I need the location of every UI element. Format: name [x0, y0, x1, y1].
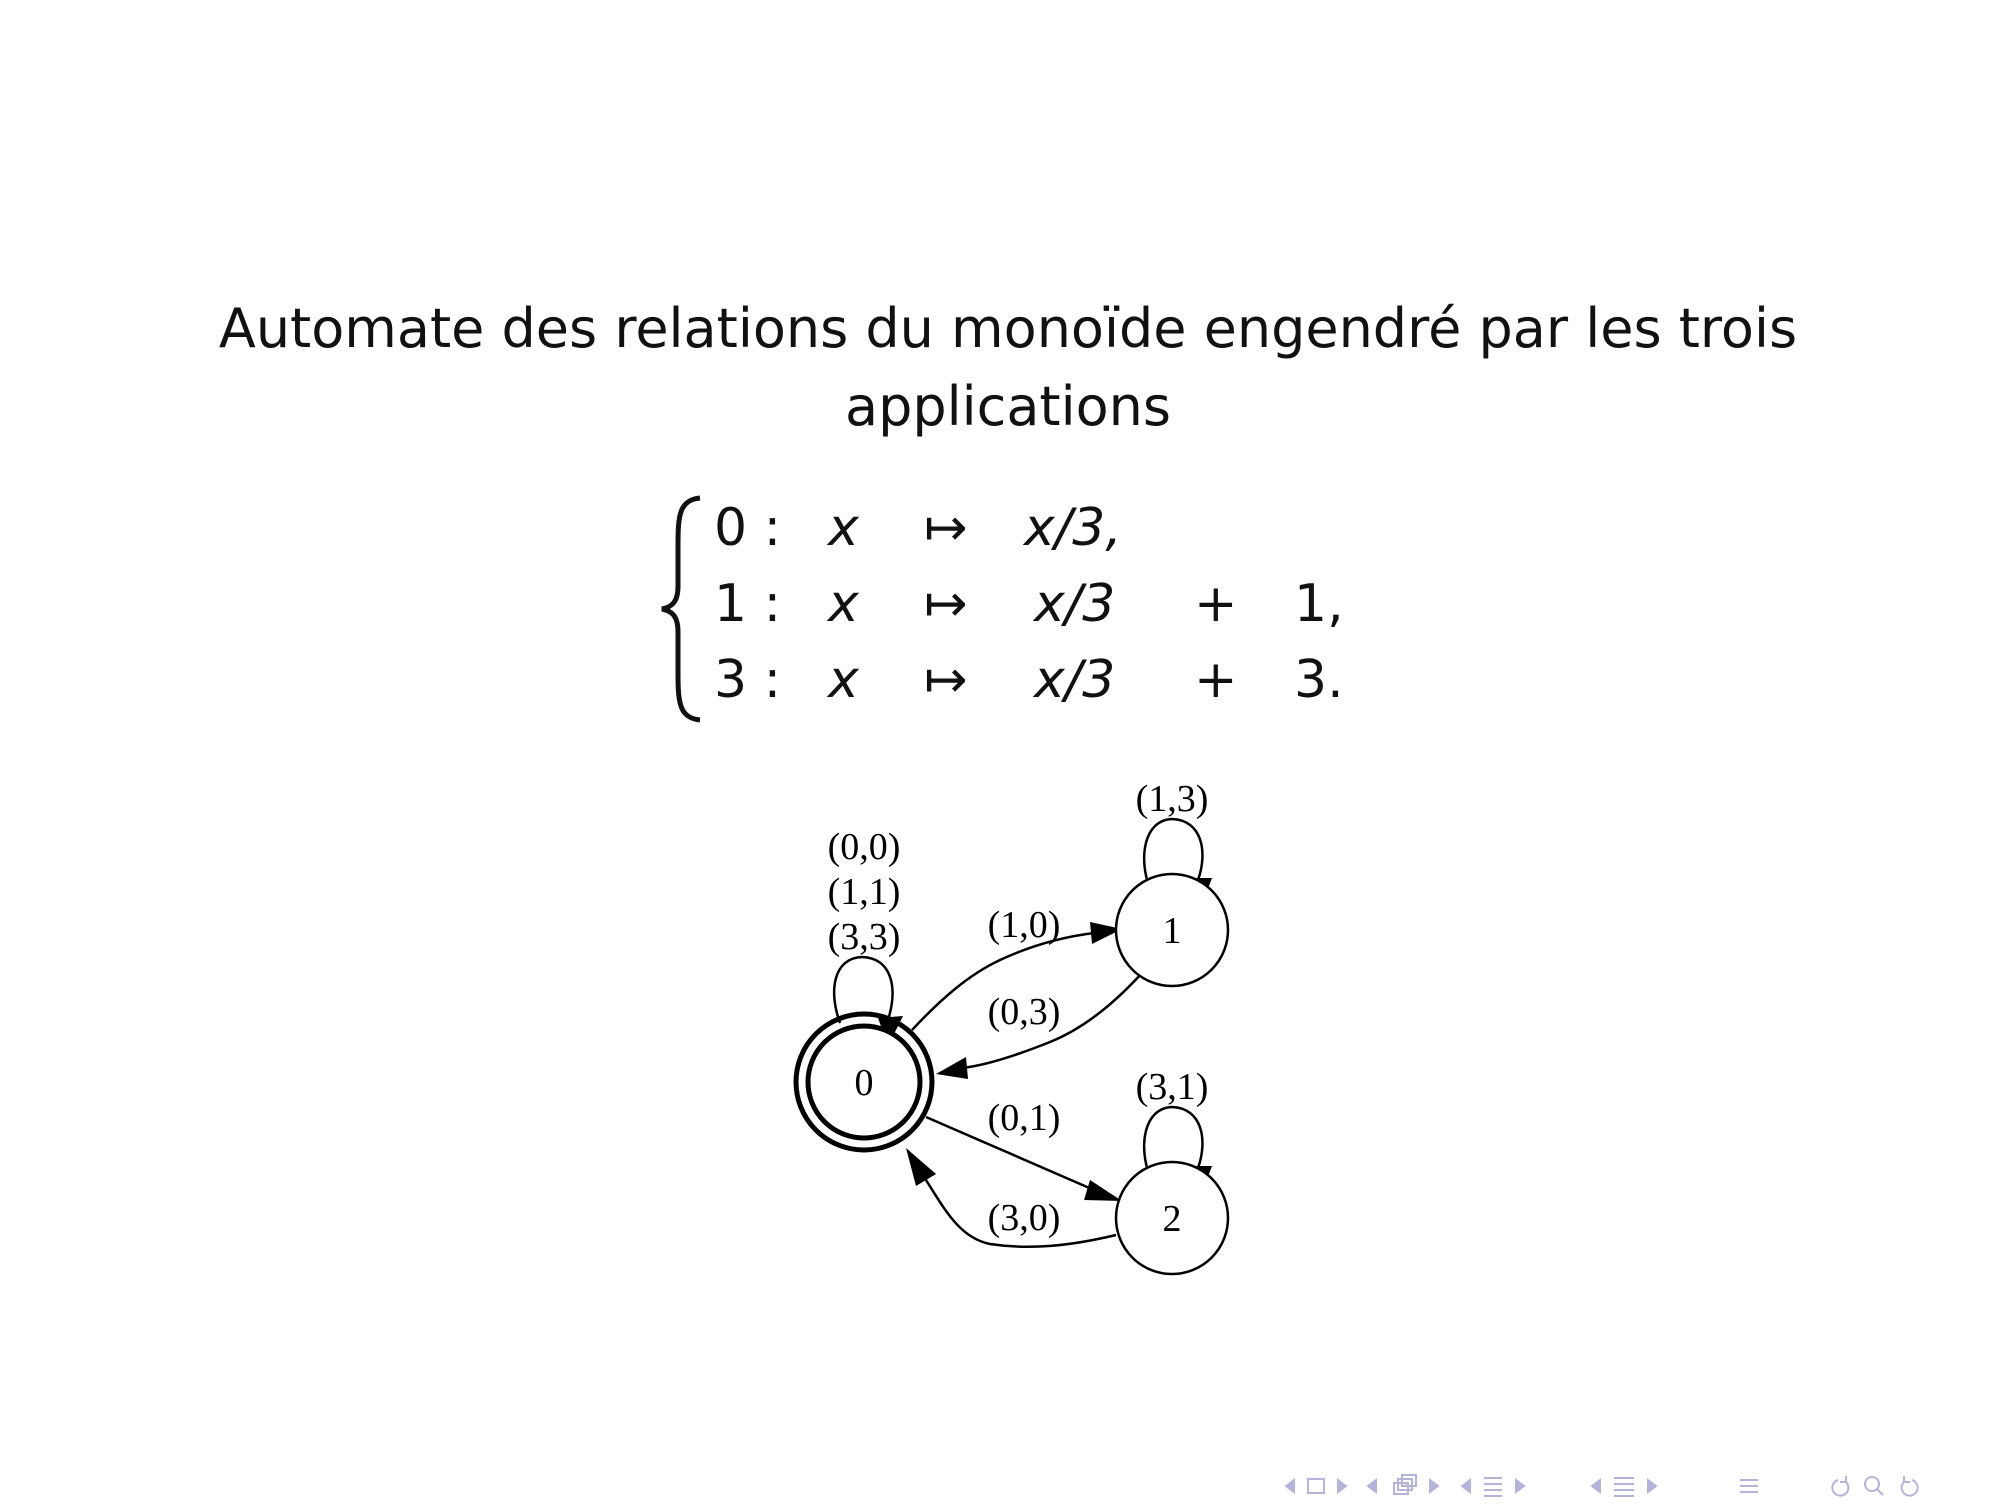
edge-0-2-label: (0,1) [987, 1097, 1061, 1139]
edge-2-2-label: (3,1) [1135, 1066, 1209, 1108]
nav-prev-slide-icon[interactable] [1592, 1480, 1600, 1492]
row-label: 0 : [714, 498, 782, 558]
mapsto-arrow: ↦ [924, 498, 968, 558]
edge-1-0-arrowhead [936, 1057, 968, 1079]
edge-0-2-arrowhead [1084, 1180, 1122, 1201]
nav-prev-subsection-icon[interactable] [1368, 1480, 1376, 1492]
state-1-label: 1 [1162, 910, 1182, 952]
edge-1-1-label: (1,3) [1135, 778, 1209, 820]
row-constant: 1, [1294, 574, 1344, 634]
nav-next-subsection-icon[interactable] [1430, 1480, 1438, 1492]
nav-prev-frame-icon[interactable] [1286, 1480, 1294, 1492]
row-variable: x [828, 498, 859, 558]
mapsto-arrow: ↦ [924, 574, 968, 634]
nav-next-section-icon[interactable] [1516, 1480, 1524, 1492]
row-variable: x [828, 574, 859, 634]
edge-0-0-label-2: (3,3) [827, 916, 901, 958]
edge-0-1-label: (1,0) [987, 904, 1061, 946]
nav-frame-icon[interactable] [1308, 1479, 1324, 1493]
row-rhs: x/3, [1024, 498, 1122, 558]
row-plus: + [1194, 650, 1238, 710]
edge-0-0-label-1: (1,1) [827, 871, 901, 913]
edge-2-0-label: (3,0) [987, 1197, 1061, 1239]
title-line-2: applications [844, 375, 1171, 438]
nav-next-slide-icon[interactable] [1648, 1480, 1656, 1492]
nav-subsection-icon[interactable] [1394, 1475, 1416, 1494]
edge-2-0-arrowhead [906, 1148, 936, 1186]
nav-icons [1280, 1470, 2000, 1502]
row-rhs: x/3 [1034, 574, 1116, 634]
nav-forward-icon[interactable] [1902, 1476, 1918, 1496]
nav-next-frame-icon[interactable] [1338, 1480, 1346, 1492]
nav-search-icon[interactable] [1865, 1477, 1883, 1495]
nav-prev-section-icon[interactable] [1462, 1480, 1470, 1492]
edge-0-0-label-0: (0,0) [827, 826, 901, 868]
title-line-1: Automate des relations du monoïde engendré par les trois [218, 297, 1798, 360]
state-0-label: 0 [854, 1062, 874, 1104]
row-constant: 3. [1294, 650, 1344, 710]
edge-1-0-label: (0,3) [987, 991, 1061, 1033]
row-rhs: x/3 [1034, 650, 1116, 710]
state-2-label: 2 [1162, 1198, 1182, 1240]
nav-section-icon[interactable] [1484, 1478, 1502, 1496]
nav-back-icon[interactable] [1832, 1476, 1848, 1496]
mapsto-arrow: ↦ [924, 650, 968, 710]
row-plus: + [1194, 574, 1238, 634]
beamer-navigation-bar [1280, 1470, 2000, 1502]
row-variable: x [828, 650, 859, 710]
row-label: 3 : [714, 650, 782, 710]
nav-toc-icon[interactable] [1740, 1480, 1758, 1492]
nav-slide-icon[interactable] [1614, 1478, 1634, 1496]
row-label: 1 : [714, 574, 782, 634]
